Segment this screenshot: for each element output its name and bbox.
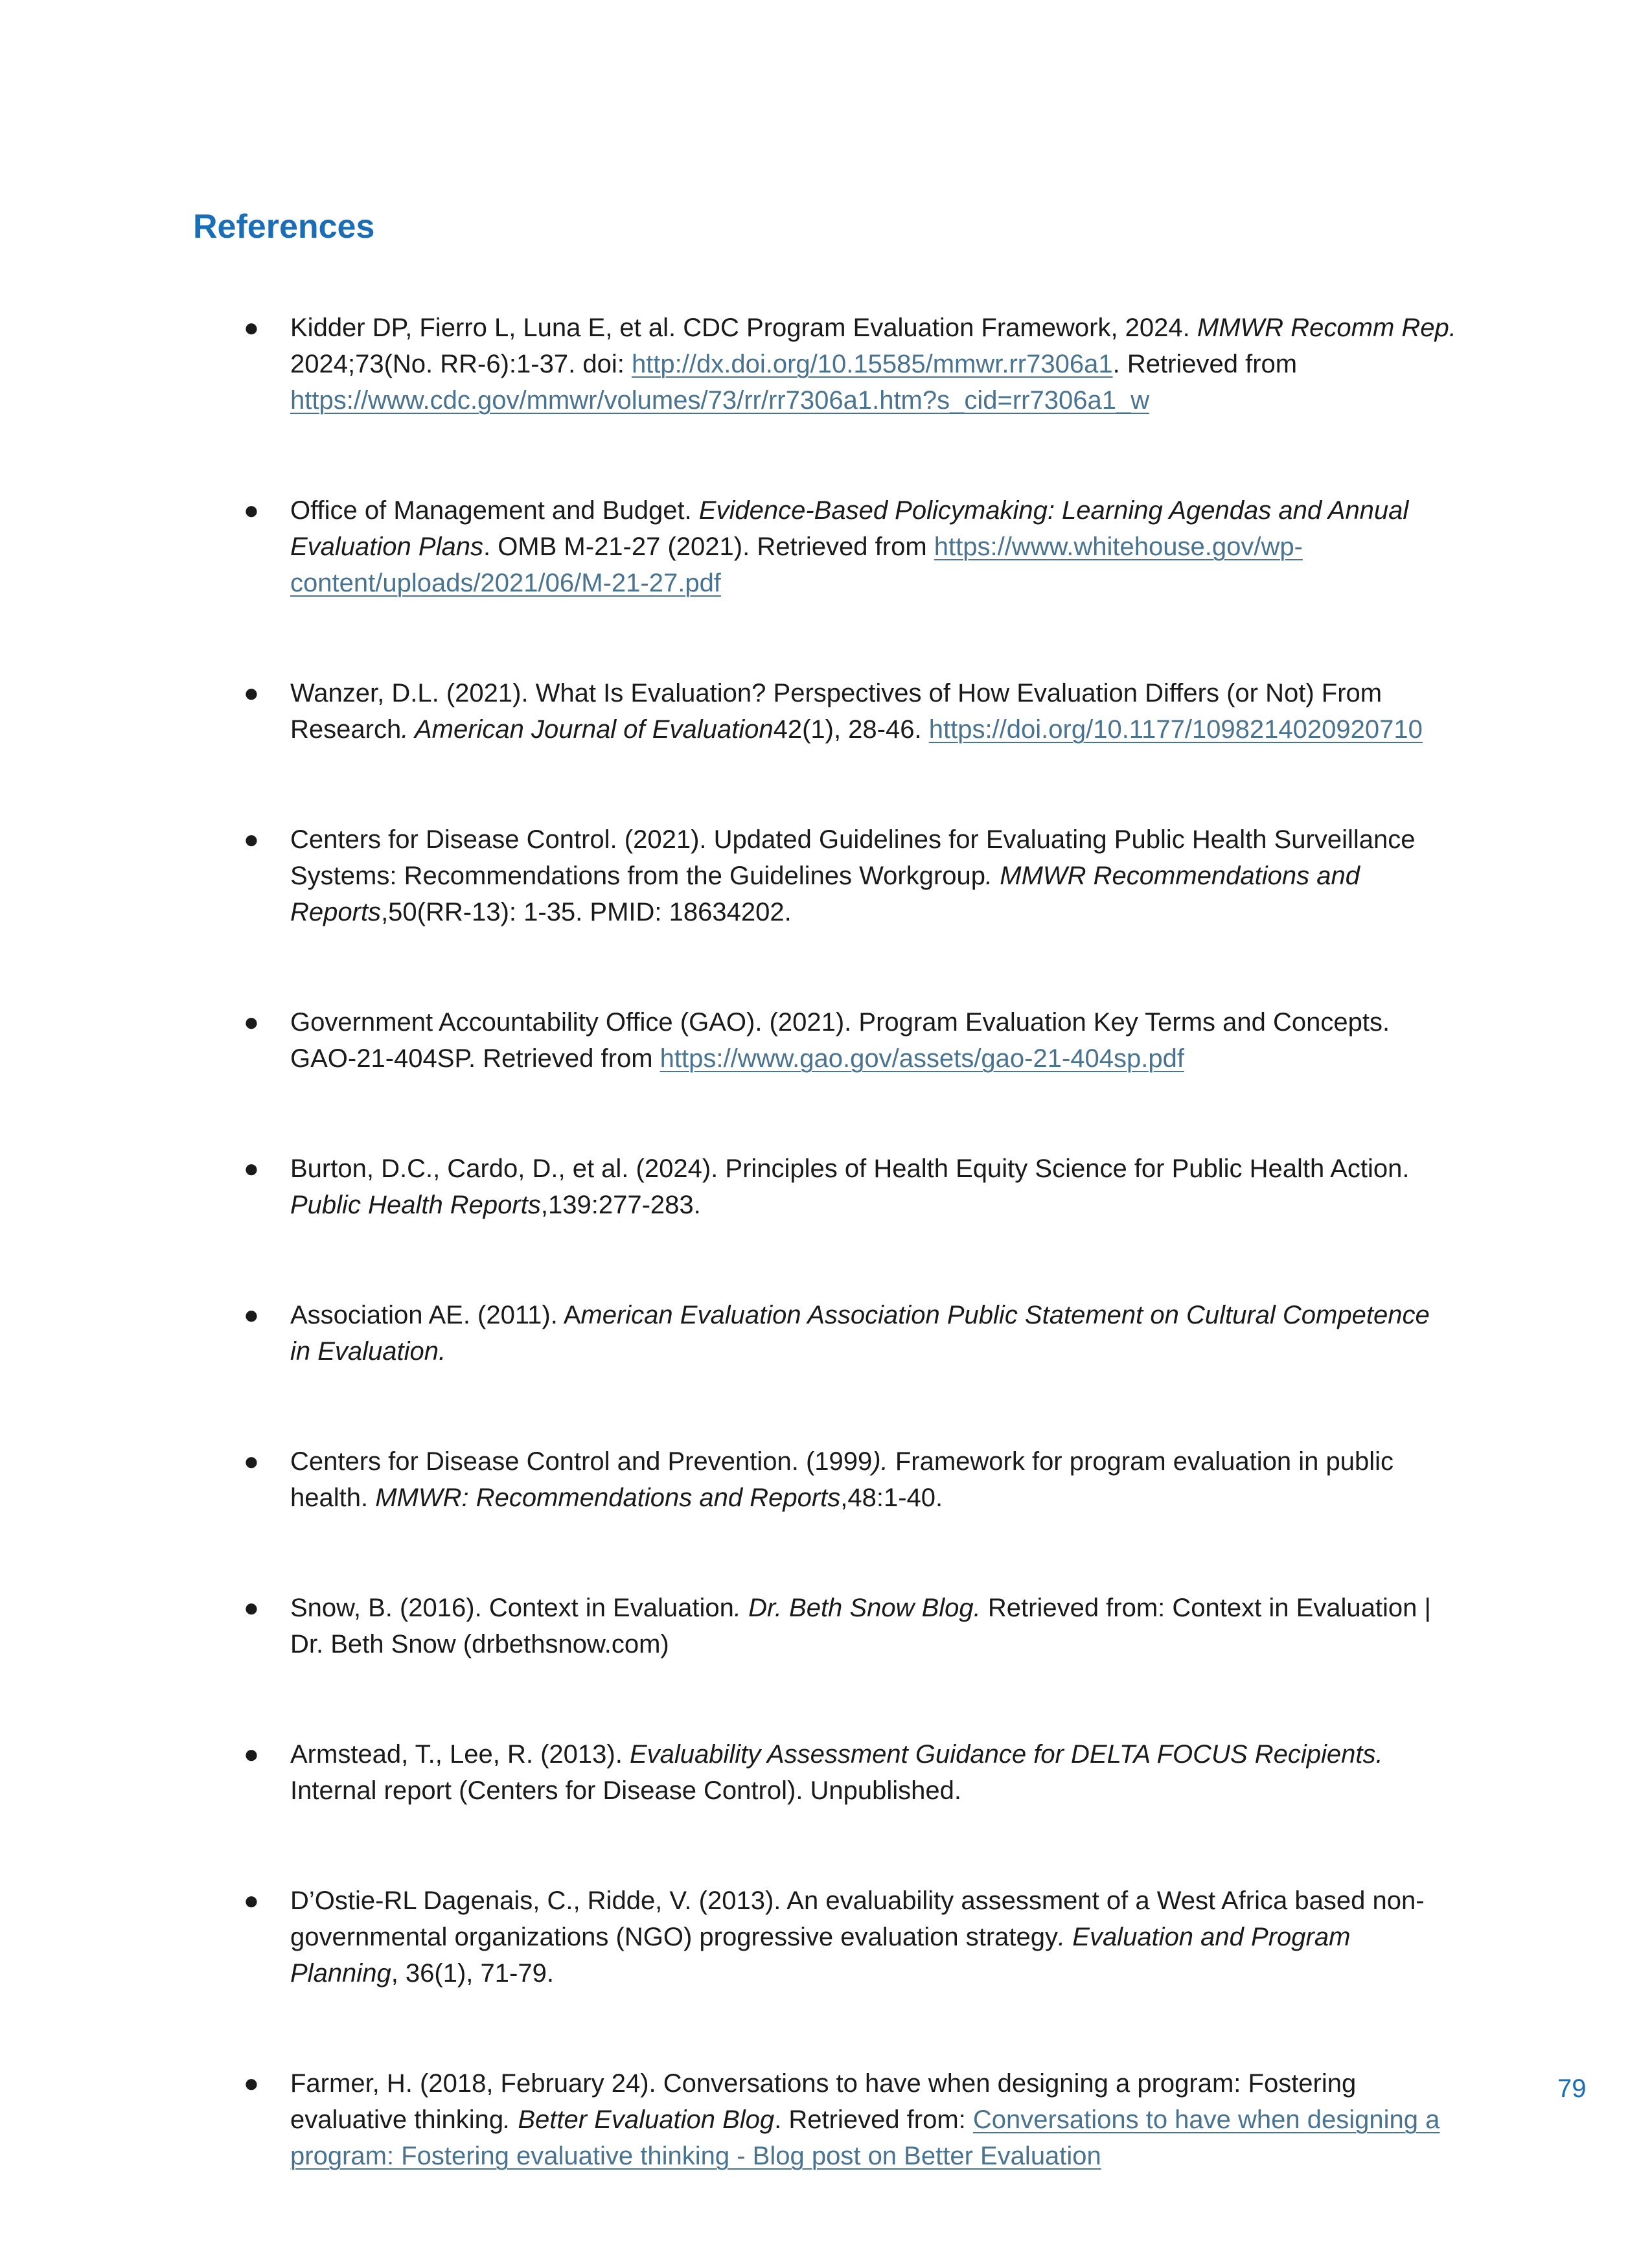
reference-text: Wanzer, D.L. (2021). What Is Evaluation? Perspectives of How Evaluation Differs (or Not) From Research: [290, 679, 1382, 744]
reference-text: Association AE. (2011). A: [290, 1301, 581, 1329]
reference-journal: MMWR: Recommendations and Reports: [375, 1484, 841, 1512]
bullet-icon: ●: [243, 1740, 260, 1769]
reference-text: . Retrieved from: [1112, 350, 1298, 378]
reference-text: Retrieved from: Context in Evaluation | Dr. Beth Snow (drbethsnow.com): [290, 1594, 1431, 1658]
reference-text: Framework for program evaluation in public health.: [290, 1447, 1394, 1512]
bullet-icon: ●: [243, 679, 260, 707]
reference-link[interactable]: Conversations to have when designing a program: Fostering evaluative thinking - Blog post on Better Evaluation: [290, 2105, 1440, 2170]
bullet-icon: ●: [243, 314, 260, 342]
reference-journal: . Evaluation and Program Planning: [290, 1923, 1351, 1988]
reference-item: [243, 492, 1456, 601]
reference-text: Burton, D.C., Cardo, D., et al. (2024). Principles of Health Equity Science for Public Health Action.: [290, 1154, 1410, 1183]
reference-text: 42(1), 28-46.: [773, 715, 929, 744]
reference-item: [243, 310, 1456, 419]
bullet-icon: ●: [243, 1154, 260, 1183]
reference-journal: . Better Evaluation Blog: [503, 2105, 775, 2134]
bullet-icon: ●: [243, 496, 260, 525]
bullet-icon: ●: [243, 1887, 260, 1915]
reference-item: [243, 821, 1456, 930]
reference-link[interactable]: https://www.cdc.gov/mmwr/volumes/73/rr/rr7306a1.htm?s_cid=rr7306a1_w: [290, 386, 1150, 415]
reference-text: Government Accountability Office (GAO). (2021). Program Evaluation Key Terms and Concepts. GAO-21-404SP. Retrieved from: [290, 1008, 1390, 1073]
bullet-icon: ●: [243, 1008, 260, 1037]
reference-journal: . American Journal of Evaluation: [401, 715, 774, 744]
bullet-icon: ●: [243, 1301, 260, 1329]
reference-text: 2024;73(No. RR-6):1-37. doi:: [290, 350, 632, 378]
reference-text: Office of Management and Budget.: [290, 496, 699, 525]
reference-text: Centers for Disease Control and Prevention. (1999: [290, 1447, 873, 1476]
reference-item: [243, 2065, 1456, 2174]
reference-journal: MMWR Recomm Rep.: [1197, 314, 1456, 342]
reference-item: [243, 1004, 1456, 1077]
reference-item: [243, 1736, 1456, 1809]
reference-text: Snow, B. (2016). Context in Evaluation: [290, 1594, 734, 1622]
reference-text: Internal report (Centers for Disease Control). Unpublished.: [290, 1776, 962, 1805]
reference-text: ,48:1-40.: [840, 1484, 943, 1512]
reference-text: , 36(1), 71-79.: [391, 1959, 554, 1988]
reference-item: [243, 1297, 1456, 1370]
reference-text: Centers for Disease Control. (2021). Updated Guidelines for Evaluating Public Health Surveillance Systems: Recommendations from the Guidelines Workgroup: [290, 825, 1416, 890]
reference-text: . Retrieved from:: [774, 2105, 973, 2134]
reference-journal: Evidence-Based Policymaking: Learning Agendas and Annual Evaluation Plans: [290, 496, 1409, 561]
reference-text: Farmer, H. (2018, February 24). Conversations to have when designing a program: Fostering evaluative thinking: [290, 2069, 1357, 2134]
reference-text: Armstead, T., Lee, R. (2013).: [290, 1740, 630, 1769]
reference-item: [243, 1590, 1456, 1662]
reference-text: ,139:277-283.: [540, 1191, 701, 1219]
reference-list: [243, 310, 1456, 2248]
reference-italic-fragment: ).: [872, 1447, 888, 1476]
reference-link[interactable]: http://dx.doi.org/10.15585/mmwr.rr7306a1: [631, 350, 1113, 378]
reference-text: Kidder DP, Fierro L, Luna E, et al. CDC Program Evaluation Framework, 2024.: [290, 314, 1197, 342]
reference-title-italic: Evaluability Assessment Guidance for DELTA FOCUS Recipients.: [629, 1740, 1383, 1769]
reference-item: [243, 1151, 1456, 1223]
reference-journal: . Dr. Beth Snow Blog.: [733, 1594, 981, 1622]
reference-text: D’Ostie-RL Dagenais, C., Ridde, V. (2013). An evaluability assessment of a West Africa based non-governmental organizations (NGO) progressive evaluation strategy: [290, 1887, 1425, 1951]
reference-item: [243, 1883, 1456, 1991]
bullet-icon: ●: [243, 1447, 260, 1476]
page-title: References: [193, 208, 375, 246]
bullet-icon: ●: [243, 825, 260, 854]
page-number: 79: [1557, 2074, 1587, 2103]
reference-item: [243, 675, 1456, 748]
reference-link[interactable]: https://www.gao.gov/assets/gao-21-404sp.pdf: [660, 1044, 1184, 1073]
reference-text: ,50(RR-13): 1-35. PMID: 18634202.: [381, 898, 792, 926]
bullet-icon: ●: [243, 2069, 260, 2098]
bullet-icon: ●: [243, 1594, 260, 1622]
reference-journal: Public Health Reports: [290, 1191, 541, 1219]
reference-title-italic: merican Evaluation Association Public Statement on Cultural Competence in Evaluation.: [290, 1301, 1430, 1366]
reference-link[interactable]: https://www.whitehouse.gov/wp-content/uploads/2021/06/M-21-27.pdf: [290, 533, 1303, 597]
reference-link[interactable]: https://doi.org/10.1177/1098214020920710: [928, 715, 1423, 744]
reference-journal: . MMWR Recommendations and Reports: [290, 862, 1360, 926]
reference-text: . OMB M-21-27 (2021). Retrieved from: [483, 533, 934, 561]
reference-item: [243, 1443, 1456, 1516]
